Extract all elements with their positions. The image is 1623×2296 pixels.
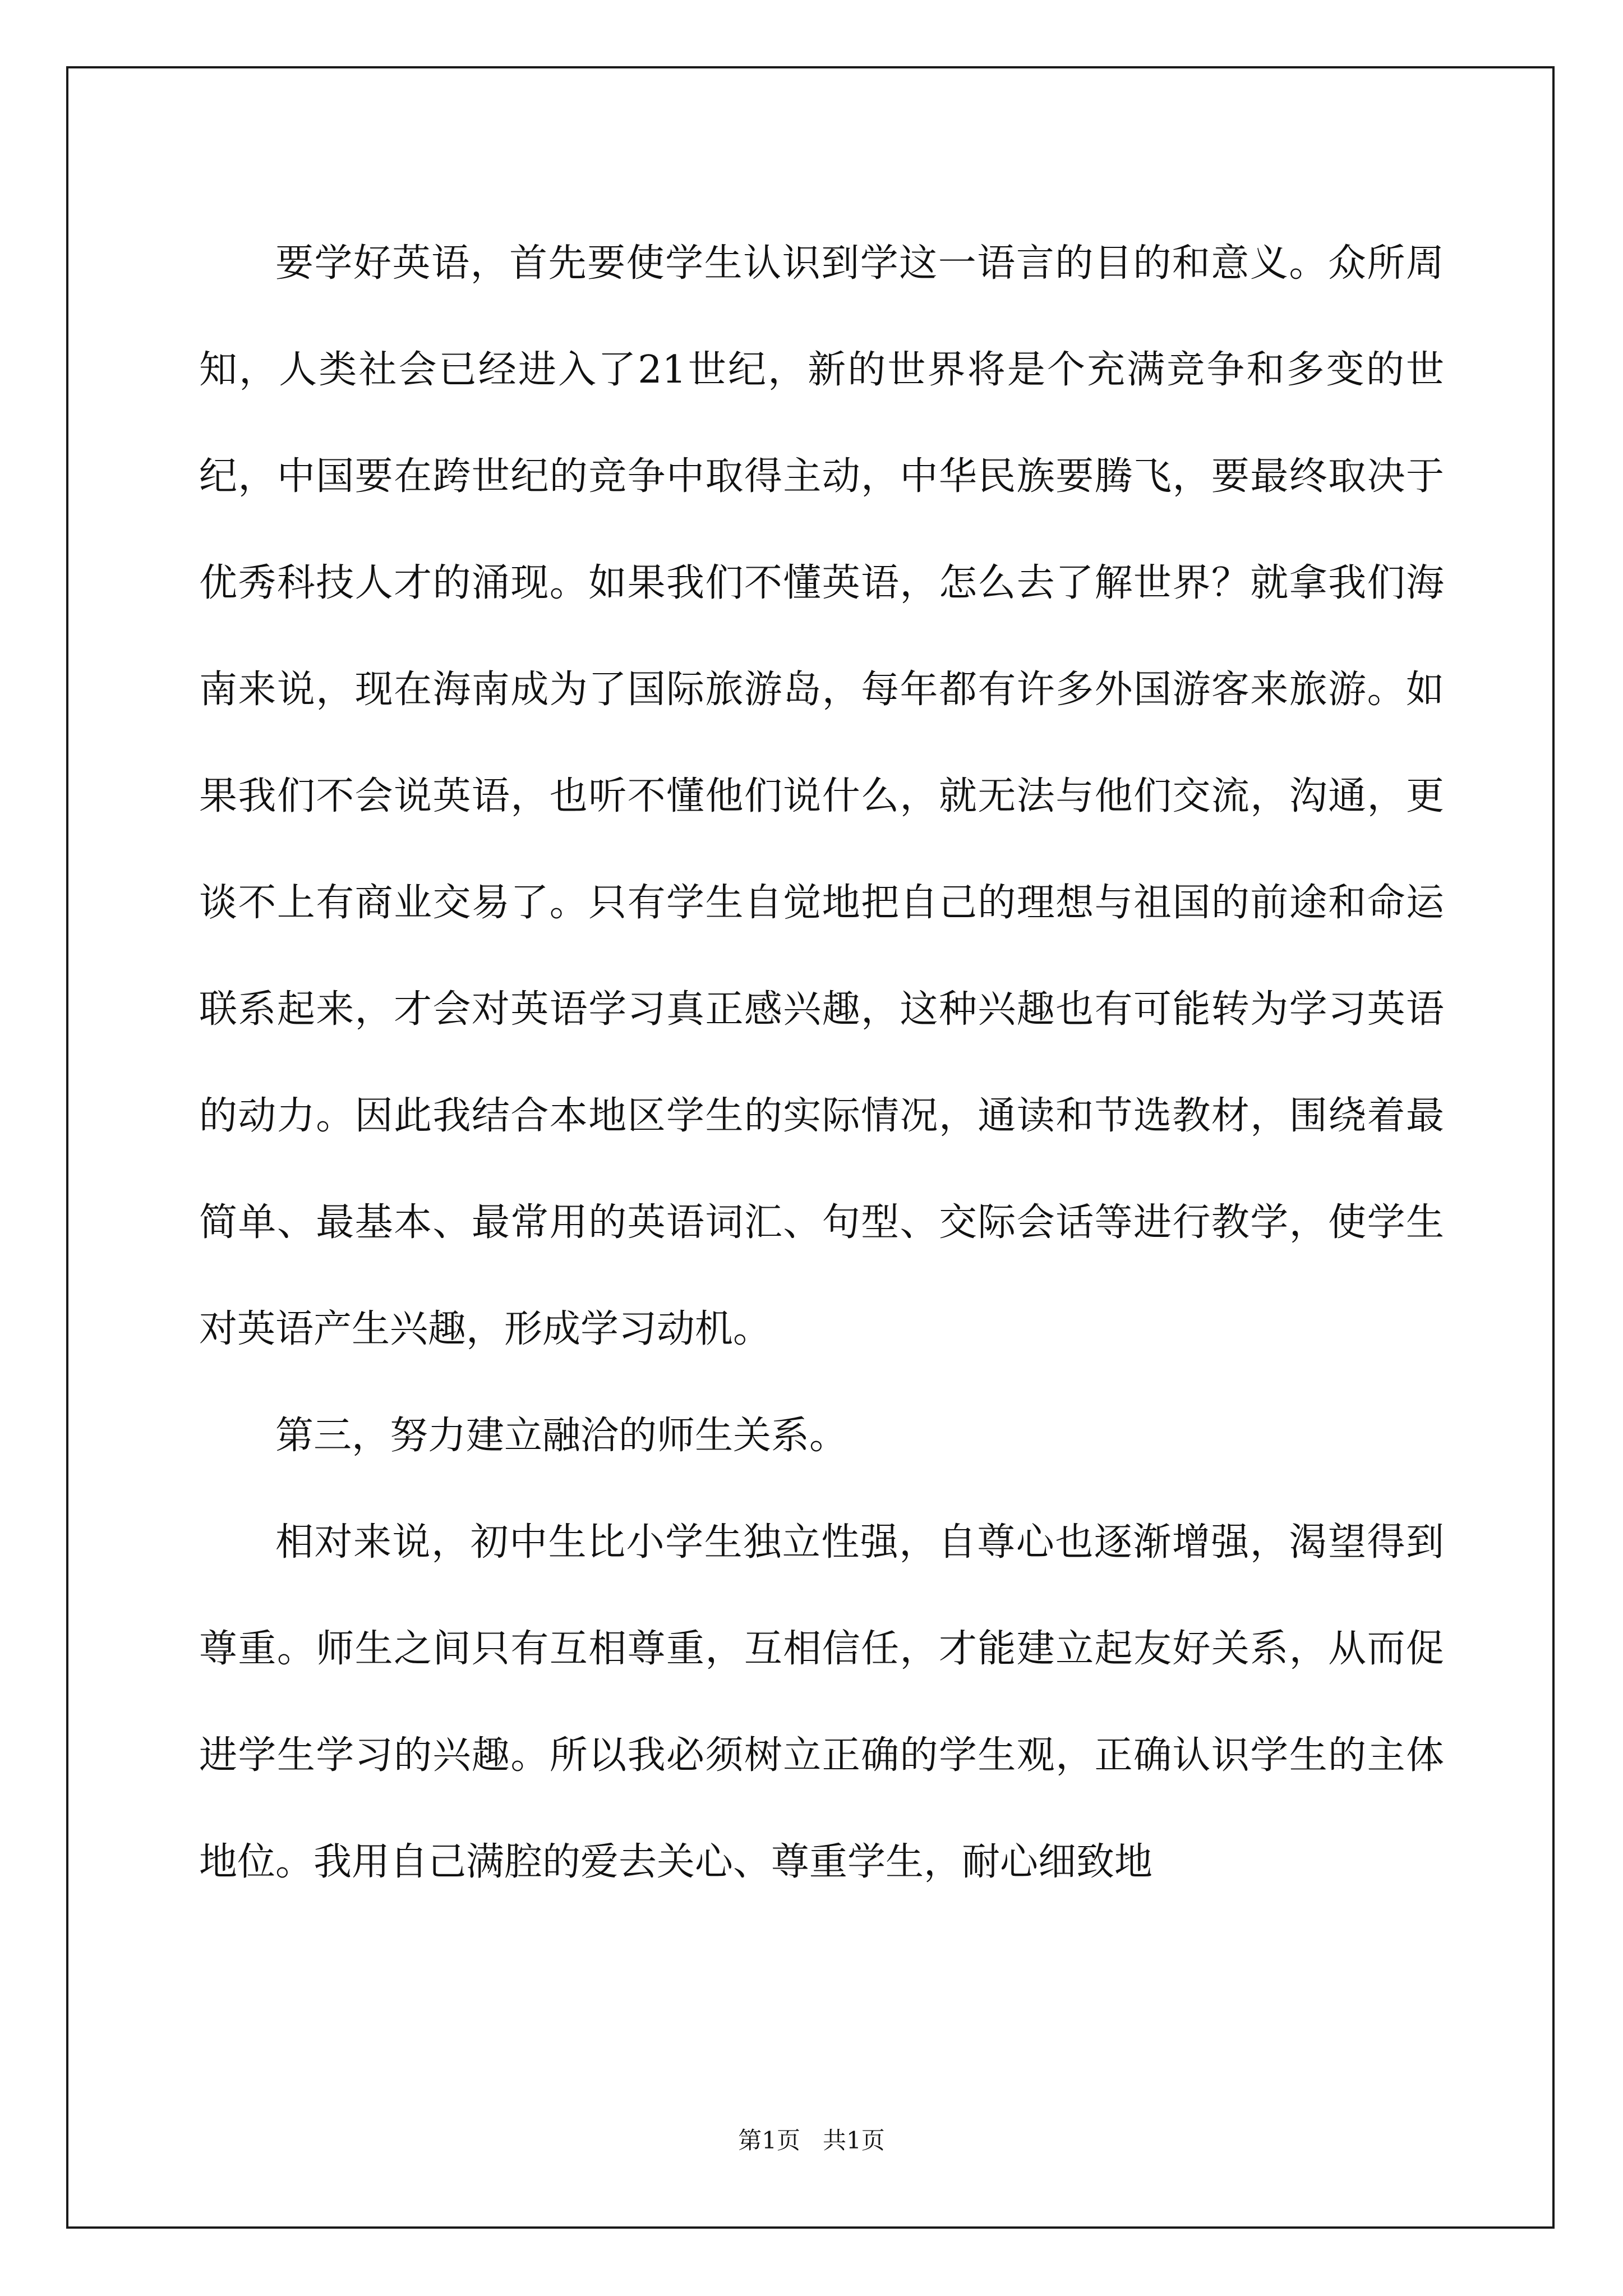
paragraph-third-point-heading: 第三，努力建立融洽的师生关系。 xyxy=(275,1414,848,1458)
paragraph-teacher-student-relationship: 相对来说，初中生比小学生独立性强，自尊心也逐渐增强，渴望得到尊重。师生之间只有互相尊重，互相信任，才能建立起友好关系，从而促进学生学习的兴趣。所以我必须树立正确的学生观，正确认识学生的主体地位。我用自己满腔的爱去关心、尊重学生，耐心细致地 xyxy=(199,1520,1444,1884)
paragraph-learning-purpose: 要学好英语，首先要使学生认识到学这一语言的目的和意义。众所周知，人类社会已经进入了21世纪，新的世界将是个充满竞争和多变的世纪，中国要在跨世纪的竞争中取得主动，中华民族要腾飞，要最终取决于优秀科技人才的涌现。如果我们不懂英语，怎么去了解世界？就拿我们海南来说，现在海南成为了国际旅游岛，每年都有许多外国游客来旅游。如果我们不会说英语，也听不懂他们说什么，就无法与他们交流，沟通，更谈不上有商业交易了。只有学生自觉地把自己的理想与祖国的前途和命运联系起来，才会对英语学习真正感兴趣，这种兴趣也有可能转为学习英语的动力。因此我结合本地区学生的实际情况，通读和节选教材，围绕着最简单、最基本、最常用的英语词汇、句型、交际会话等进行教学，使学生对英语产生兴趣，形成学习动机。 xyxy=(199,241,1444,1351)
document-body xyxy=(199,210,1444,1916)
page-number-footer: 第1页 共1页 xyxy=(738,2127,885,2154)
